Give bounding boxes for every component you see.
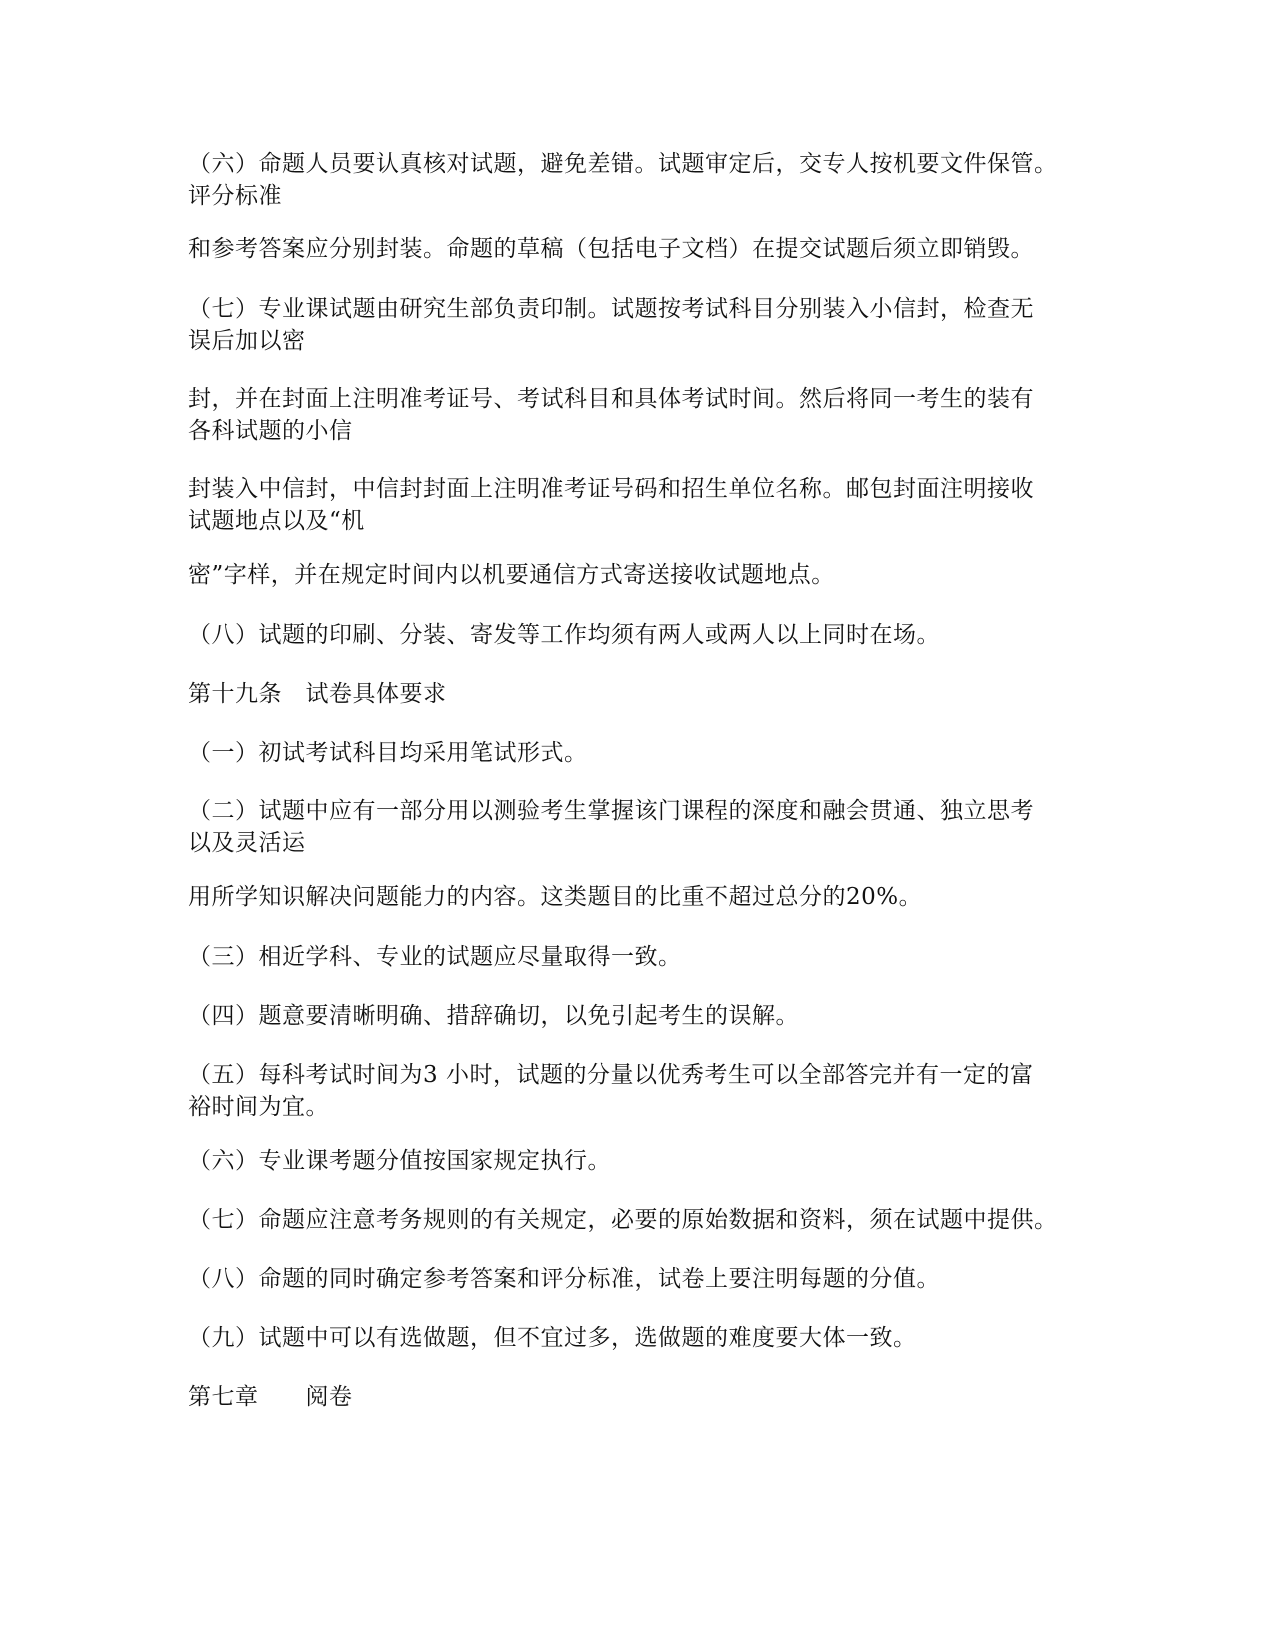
- paragraph-line: 用所学知识解决问题能力的内容。这类题目的比重不超过总分的20%。: [188, 884, 923, 910]
- paragraph-line: （八）试题的印刷、分装、寄发等工作均须有两人或两人以上同时在场。: [188, 622, 940, 648]
- paragraph-line: （三）相近学科、专业的试题应尽量取得一致。: [188, 944, 682, 970]
- paragraph-line: 封装入中信封，中信封封面上注明准考证号码和招生单位名称。邮包封面注明接收: [188, 476, 1034, 502]
- paragraph-line: （一）初试考试科目均采用笔试形式。: [188, 740, 588, 766]
- paragraph-line: 密”字样，并在规定时间内以机要通信方式寄送接收试题地点。: [188, 562, 835, 588]
- paragraph-line: 误后加以密: [188, 328, 306, 354]
- paragraph-6: [188, 559, 1088, 591]
- paragraph-11: [188, 881, 1088, 913]
- paragraph-16: [188, 1204, 1088, 1236]
- paragraph-12: [188, 941, 1088, 973]
- paragraph-line: （五）每科考试时间为3 小时，试题的分量以优秀考生可以全部答完并有一定的富: [188, 1062, 1034, 1088]
- paragraph-17: [188, 1263, 1088, 1295]
- paragraph-line: （七）命题应注意考务规则的有关规定，必要的原始数据和资料，须在试题中提供。: [188, 1207, 1058, 1233]
- paragraph-line: （九）试题中可以有选做题，但不宜过多，选做题的难度要大体一致。: [188, 1325, 917, 1351]
- paragraph-7: [188, 619, 1088, 651]
- paragraph-line: 封，并在封面上注明准考证号、考试科目和具体考试时间。然后将同一考生的装有: [188, 386, 1034, 412]
- paragraph-3: [188, 293, 1088, 357]
- paragraph-18: [188, 1322, 1088, 1354]
- paragraph-2: [188, 233, 1088, 265]
- paragraph-9: [188, 737, 1088, 769]
- paragraph-14: [188, 1059, 1088, 1123]
- paragraph-line: （二）试题中应有一部分用以测验考生掌握该门课程的深度和融会贯通、独立思考: [188, 798, 1034, 824]
- paragraph-13: [188, 1000, 1088, 1032]
- paragraph-10: [188, 795, 1088, 859]
- paragraph-line: （七）专业课试题由研究生部负责印制。试题按考试科目分别装入小信封，检查无: [188, 296, 1034, 322]
- paragraph-line: 第十九条 试卷具体要求: [188, 681, 447, 707]
- paragraph-line: 以及灵活运: [188, 830, 306, 856]
- paragraph-line: 各科试题的小信: [188, 418, 353, 444]
- paragraph-1: [188, 148, 1088, 212]
- paragraph-line: （八）命题的同时确定参考答案和评分标准，试卷上要注明每题的分值。: [188, 1266, 940, 1292]
- paragraph-line: 和参考答案应分别封装。命题的草稿（包括电子文档）在提交试题后须立即销毁。: [188, 236, 1034, 262]
- paragraph-line: 试题地点以及“机: [188, 508, 365, 534]
- paragraph-5: [188, 473, 1088, 537]
- paragraph-line: 第七章 阅卷: [188, 1384, 353, 1410]
- paragraph-line: 评分标准: [188, 183, 282, 209]
- paragraph-4: [188, 383, 1088, 447]
- paragraph-15: [188, 1145, 1088, 1177]
- paragraph-line: （六）命题人员要认真核对试题，避免差错。试题审定后，交专人按机要文件保管。: [188, 151, 1058, 177]
- chapter-heading: [188, 1381, 1088, 1413]
- paragraph-line: （六）专业课考题分值按国家规定执行。: [188, 1148, 611, 1174]
- article-heading: [188, 678, 1088, 710]
- paragraph-line: （四）题意要清晰明确、措辞确切，以免引起考生的误解。: [188, 1003, 799, 1029]
- paragraph-line: 裕时间为宜。: [188, 1094, 329, 1120]
